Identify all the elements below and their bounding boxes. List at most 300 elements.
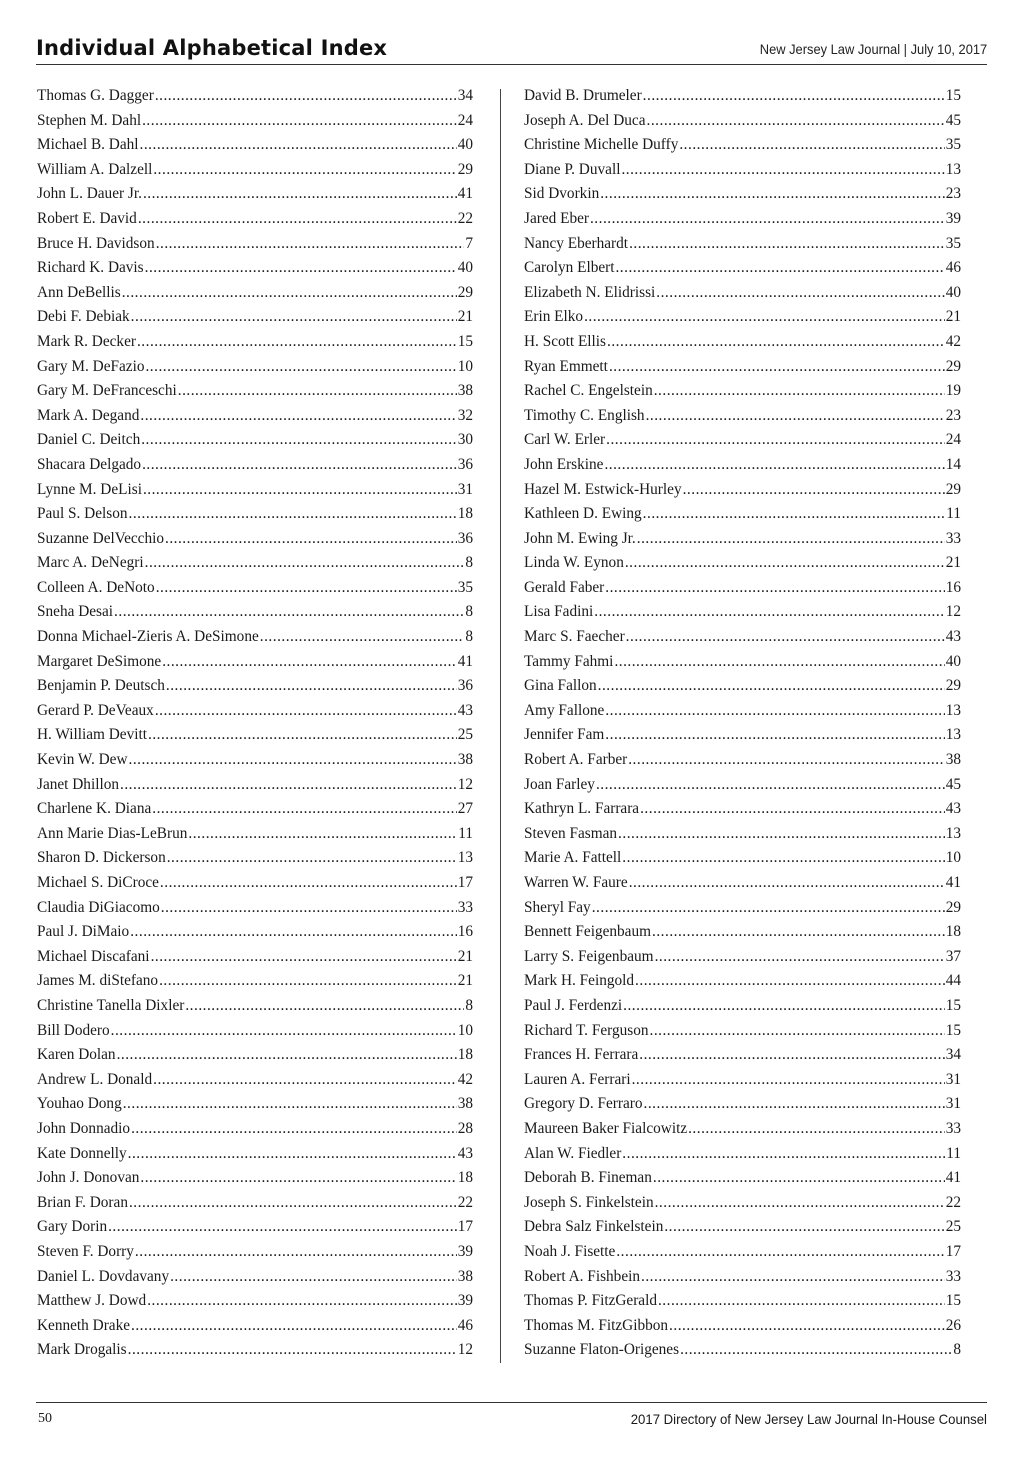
index-entry: [37, 1268, 473, 1293]
entry-page: 40: [945, 283, 961, 301]
entry-name: Paul J. Ferdenzi: [524, 996, 623, 1014]
entry-page: 24: [457, 111, 473, 129]
entry-name: Deborah B. Fineman: [524, 1169, 652, 1187]
dot-leader: [626, 628, 945, 646]
entry-name: Sneha Desai: [37, 603, 114, 621]
index-entry: [37, 923, 473, 948]
dot-leader: [129, 505, 457, 523]
index-entry: [524, 161, 961, 186]
entry-name: Ann DeBellis: [37, 283, 121, 301]
entry-page: 30: [457, 431, 473, 449]
index-entry: [37, 997, 473, 1022]
dot-leader: [165, 530, 457, 548]
entry-name: Gerard P. DeVeaux: [37, 701, 154, 719]
dot-leader: [628, 751, 944, 769]
dot-leader: [656, 284, 944, 302]
page-number: 50: [38, 1411, 52, 1426]
dot-leader: [629, 874, 945, 892]
entry-page: 29: [945, 898, 961, 916]
dot-leader: [108, 1218, 457, 1236]
entry-page: 44: [945, 972, 961, 990]
dot-leader: [128, 1145, 457, 1163]
dot-leader: [147, 1292, 457, 1310]
page-title: Individual Alphabetical Index: [36, 36, 388, 60]
entry-page: 10: [945, 849, 961, 867]
dot-leader: [170, 1268, 457, 1286]
index-entry: [524, 849, 961, 874]
index-entry: [524, 702, 961, 727]
dot-leader: [646, 407, 945, 425]
entry-name: Mark Drogalis: [37, 1341, 127, 1359]
dot-leader: [622, 1145, 945, 1163]
entry-page: 18: [457, 505, 473, 523]
entry-name: Maureen Baker Fialcowitz: [524, 1119, 688, 1137]
dot-leader: [166, 677, 457, 695]
entry-page: 23: [945, 185, 961, 203]
entry-name: Brian F. Doran: [37, 1193, 128, 1211]
entry-name: William A. Dalzell: [37, 160, 153, 178]
index-entry: [524, 112, 961, 137]
index-entry: [37, 407, 473, 432]
index-entry: [524, 972, 961, 997]
index-entry: [524, 1317, 961, 1342]
dot-leader: [614, 653, 944, 671]
entry-name: Amy Fallone: [524, 701, 605, 719]
entry-name: Lynne M. DeLisi: [37, 480, 142, 498]
entry-page: 17: [457, 874, 473, 891]
entry-page: 15: [945, 1292, 961, 1310]
entry-page: 10: [457, 1021, 473, 1039]
dot-leader: [130, 923, 456, 941]
index-entry: [37, 530, 473, 555]
index-entry: [524, 677, 961, 702]
entry-page: 21: [457, 947, 473, 965]
entry-name: Richard T. Ferguson: [524, 1021, 649, 1039]
entry-name: Janet Dhillon: [37, 775, 119, 793]
dot-leader: [135, 1243, 457, 1261]
entry-page: 35: [945, 234, 961, 252]
entry-name: Robert A. Fishbein: [524, 1267, 641, 1285]
entry-page: 33: [457, 898, 473, 916]
entry-name: Elizabeth N. Elidrissi: [524, 283, 656, 301]
index-entry: [524, 751, 961, 776]
dot-leader: [260, 628, 465, 646]
index-entry: [524, 456, 961, 481]
entry-page: 31: [945, 1095, 961, 1113]
entry-page: 15: [457, 332, 473, 350]
entry-page: 22: [945, 1193, 961, 1211]
index-entry: [524, 308, 961, 333]
entry-name: Suzanne Flaton-Origenes: [524, 1341, 680, 1359]
dot-leader: [669, 1317, 945, 1335]
dot-leader: [609, 358, 945, 376]
dot-leader: [637, 530, 945, 548]
entry-page: 29: [945, 480, 961, 498]
entry-page: 11: [946, 505, 961, 523]
index-entry: [524, 87, 961, 112]
entry-name: Carl W. Erler: [524, 431, 606, 449]
dot-leader: [664, 1218, 944, 1236]
entry-name: Marc S. Faecher: [524, 628, 625, 646]
dot-leader: [148, 726, 457, 744]
index-entry: [37, 431, 473, 456]
entry-name: Margaret DeSimone: [37, 652, 162, 670]
index-entry: [37, 825, 473, 850]
dot-leader: [632, 1071, 945, 1089]
entry-page: 45: [945, 111, 961, 129]
entry-name: Joseph S. Finkelstein: [524, 1193, 654, 1211]
entry-page: 18: [457, 1046, 473, 1064]
index-entry: [37, 505, 473, 530]
entry-name: Youhao Dong: [37, 1095, 122, 1113]
index-entry: [37, 1145, 473, 1170]
index-entry: [524, 481, 961, 506]
entry-page: 22: [457, 1193, 473, 1211]
entry-page: 12: [457, 1341, 473, 1359]
dot-leader: [643, 87, 945, 105]
entry-name: Michael S. DiCroce: [37, 874, 159, 891]
entry-name: Nancy Eberhardt: [524, 234, 629, 252]
index-entry: [37, 874, 473, 899]
index-entry: [524, 1341, 961, 1366]
index-entry: [524, 1046, 961, 1071]
entry-page: 29: [945, 357, 961, 375]
dot-leader: [145, 358, 456, 376]
index-entry: [524, 1268, 961, 1293]
index-entry: [524, 431, 961, 456]
entry-name: Lisa Fadini: [524, 603, 594, 621]
index-entry: [524, 1292, 961, 1317]
entry-name: Kathryn L. Farrara: [524, 800, 640, 818]
dot-leader: [604, 456, 944, 474]
entry-name: John Erskine: [524, 455, 604, 473]
publication-info: New Jersey Law Journal | July 10, 2017: [759, 41, 987, 57]
entry-page: 8: [465, 554, 473, 572]
index-entry: [37, 751, 473, 776]
entry-page: 15: [945, 996, 961, 1014]
entry-name: Gary M. DeFranceschi: [37, 382, 177, 400]
index-entry: [37, 284, 473, 309]
dot-leader: [131, 1120, 457, 1138]
entry-name: Christine Tanella Dixler: [37, 996, 185, 1014]
entry-name: Debi F. Debiak: [37, 308, 130, 326]
index-entry: [524, 997, 961, 1022]
entry-name: James M. diStefano: [37, 972, 159, 990]
dot-leader: [153, 161, 456, 179]
index-entry: [524, 505, 961, 530]
page-header: [36, 30, 987, 65]
dot-leader: [652, 923, 945, 941]
entry-name: Donna Michael-Zieris A. DeSimone: [37, 628, 259, 646]
dot-leader: [160, 874, 457, 892]
entry-page: 25: [945, 1218, 961, 1236]
entry-name: David B. Drumeler: [524, 87, 642, 104]
entry-name: Gregory D. Ferraro: [524, 1095, 643, 1113]
index-entry: [524, 825, 961, 850]
entry-name: Richard K. Davis: [37, 259, 144, 277]
entry-page: 27: [457, 800, 473, 818]
entry-name: Kenneth Drake: [37, 1316, 131, 1334]
footer-rule: [36, 1402, 987, 1403]
dot-leader: [594, 603, 944, 621]
dot-leader: [600, 185, 944, 203]
index-entry: [37, 800, 473, 825]
index-entry: [37, 1022, 473, 1047]
entry-name: Bennett Feigenbaum: [524, 923, 652, 941]
column-divider: [500, 89, 501, 1363]
index-entry: [524, 948, 961, 973]
entry-page: 13: [457, 849, 473, 867]
index-entry: [37, 210, 473, 235]
entry-page: 21: [457, 308, 473, 326]
entry-name: Thomas P. FitzGerald: [524, 1292, 657, 1310]
entry-page: 19: [945, 382, 961, 400]
entry-name: Colleen A. DeNoto: [37, 578, 155, 596]
dot-leader: [655, 948, 945, 966]
index-column-right: [524, 87, 961, 1366]
dot-leader: [621, 161, 944, 179]
entry-name: H. William Devitt: [37, 726, 147, 744]
entry-name: John J. Donovan: [37, 1169, 140, 1187]
index-entry: [37, 1341, 473, 1366]
directory-title: 2017 Directory of New Jersey Law Journal In-House Counsel: [630, 1411, 987, 1427]
dot-leader: [606, 431, 945, 449]
index-entry: [37, 972, 473, 997]
entry-name: Bill Dodero: [37, 1021, 110, 1039]
dot-leader: [142, 456, 457, 474]
entry-name: Gerald Faber: [524, 578, 605, 596]
index-entry: [37, 653, 473, 678]
dot-leader: [629, 235, 945, 253]
entry-name: Larry S. Feigenbaum: [524, 947, 654, 965]
dot-leader: [143, 481, 457, 499]
index-entry: [37, 1218, 473, 1243]
entry-page: 26: [945, 1316, 961, 1334]
entry-page: 45: [945, 775, 961, 793]
dot-leader: [114, 603, 464, 621]
index-entry: [37, 87, 473, 112]
entry-name: Michael Discafani: [37, 947, 150, 965]
dot-leader: [622, 849, 944, 867]
dot-leader: [616, 1243, 944, 1261]
index-entry: [37, 1071, 473, 1096]
index-entry: [37, 776, 473, 801]
index-entry: [524, 653, 961, 678]
entry-name: Karen Dolan: [37, 1046, 116, 1064]
entry-name: Sharon D. Dickerson: [37, 849, 166, 867]
entry-page: 28: [457, 1119, 473, 1137]
index-entry: [37, 899, 473, 924]
entry-page: 41: [457, 185, 473, 203]
dot-leader: [137, 333, 457, 351]
index-entry: [37, 333, 473, 358]
entry-name: Paul S. Delson: [37, 505, 128, 523]
entry-page: 31: [945, 1070, 961, 1088]
entry-page: 11: [458, 824, 473, 842]
dot-leader: [138, 210, 457, 228]
entry-page: 41: [457, 652, 473, 670]
entry-page: 41: [945, 874, 961, 891]
index-entry: [37, 1243, 473, 1268]
dot-leader: [131, 308, 457, 326]
entry-page: 38: [457, 1267, 473, 1285]
dot-leader: [653, 1169, 945, 1187]
entry-name: Mark H. Feingold: [524, 972, 635, 990]
index-entry: [37, 112, 473, 137]
entry-page: 29: [457, 283, 473, 301]
index-entry: [37, 308, 473, 333]
entry-page: 15: [945, 1021, 961, 1039]
index-entry: [524, 726, 961, 751]
index-entry: [37, 677, 473, 702]
entry-name: Joseph A. Del Duca: [524, 111, 646, 129]
entry-name: Thomas G. Dagger: [37, 87, 154, 104]
index-entry: [524, 235, 961, 260]
dot-leader: [185, 997, 464, 1015]
index-entry: [524, 333, 961, 358]
entry-name: Rachel C. Engelstein: [524, 382, 653, 400]
index-entry: [524, 1145, 961, 1170]
dot-leader: [584, 308, 945, 326]
dot-leader: [155, 87, 457, 105]
index-entry: [37, 382, 473, 407]
dot-leader: [142, 112, 457, 130]
dot-leader: [640, 800, 945, 818]
entry-page: 40: [945, 652, 961, 670]
entry-page: 13: [945, 726, 961, 744]
entry-name: Robert A. Farber: [524, 751, 628, 769]
index-entry: [524, 136, 961, 161]
entry-name: Joan Farley: [524, 775, 595, 793]
dot-leader: [161, 899, 457, 917]
entry-name: Andrew L. Donald: [37, 1070, 153, 1088]
dot-leader: [635, 972, 945, 990]
entry-name: Linda W. Eynon: [524, 554, 624, 572]
index-entry: [524, 899, 961, 924]
dot-leader: [643, 505, 946, 523]
dot-leader: [605, 702, 944, 720]
dot-leader: [605, 579, 944, 597]
entry-page: 29: [945, 677, 961, 695]
entry-page: 40: [457, 259, 473, 277]
dot-leader: [143, 185, 457, 203]
entry-name: Marc A. DeNegri: [37, 554, 144, 572]
index-entry: [37, 628, 473, 653]
entry-page: 12: [457, 775, 473, 793]
index-entry: [37, 1169, 473, 1194]
entry-name: Mark R. Decker: [37, 332, 136, 350]
dot-leader: [596, 776, 945, 794]
entry-page: 40: [457, 136, 473, 154]
dot-leader: [140, 136, 457, 154]
index-entry: [524, 800, 961, 825]
entry-name: Jennifer Fam: [524, 726, 605, 744]
dot-leader: [131, 1317, 457, 1335]
entry-page: 43: [945, 800, 961, 818]
dot-leader: [188, 825, 457, 843]
dot-leader: [151, 948, 457, 966]
dot-leader: [117, 1046, 457, 1064]
index-entry: [524, 1169, 961, 1194]
entry-name: Sheryl Fay: [524, 898, 591, 916]
entry-page: 15: [945, 87, 961, 104]
entry-page: 41: [945, 1169, 961, 1187]
entry-page: 33: [945, 1119, 961, 1137]
dot-leader: [159, 972, 457, 990]
entry-name: Mark A. Degand: [37, 406, 140, 424]
entry-name: Warren W. Faure: [524, 874, 628, 891]
dot-leader: [152, 800, 456, 818]
entry-name: Daniel L. Dovdavany: [37, 1267, 170, 1285]
entry-name: Timothy C. English: [524, 406, 645, 424]
entry-page: 16: [945, 578, 961, 596]
entry-name: Daniel C. Deitch: [37, 431, 141, 449]
index-entry: [524, 1095, 961, 1120]
index-entry: [524, 874, 961, 899]
index-entry: [37, 185, 473, 210]
entry-name: Steven F. Dorry: [37, 1242, 134, 1260]
dot-leader: [641, 1268, 945, 1286]
entry-name: Sid Dvorkin: [524, 185, 600, 203]
entry-name: Hazel M. Estwick-Hurley: [524, 480, 682, 498]
entry-name: Suzanne DelVecchio: [37, 529, 164, 547]
dot-leader: [658, 1292, 945, 1310]
entry-name: Ann Marie Dias-LeBrun: [37, 824, 188, 842]
entry-name: Christine Michelle Duffy: [524, 136, 679, 154]
index-entry: [37, 161, 473, 186]
entry-page: 18: [945, 923, 961, 941]
entry-name: Matthew J. Dowd: [37, 1292, 147, 1310]
index-entry: [524, 407, 961, 432]
entry-page: 46: [457, 1316, 473, 1334]
dot-leader: [679, 136, 944, 154]
entry-page: 36: [457, 455, 473, 473]
entry-name: Jared Eber: [524, 209, 589, 227]
index-entry: [37, 456, 473, 481]
entry-name: Gary M. DeFazio: [37, 357, 145, 375]
entry-page: 7: [465, 234, 473, 252]
entry-page: 36: [457, 677, 473, 695]
dot-leader: [123, 1095, 457, 1113]
entry-page: 22: [457, 209, 473, 227]
dot-leader: [153, 1071, 457, 1089]
entry-name: Marie A. Fattell: [524, 849, 622, 867]
entry-name: Kathleen D. Ewing: [524, 505, 642, 523]
entry-name: Thomas M. FitzGibbon: [524, 1316, 669, 1334]
entry-name: Frances H. Ferrara: [524, 1046, 639, 1064]
dot-leader: [644, 1095, 945, 1113]
entry-page: 17: [945, 1242, 961, 1260]
entry-name: Steven Fasman: [524, 824, 618, 842]
entry-page: 21: [457, 972, 473, 990]
index-entry: [37, 1194, 473, 1219]
entry-page: 39: [945, 209, 961, 227]
entry-page: 35: [945, 136, 961, 154]
index-entry: [524, 1120, 961, 1145]
entry-name: Charlene K. Diana: [37, 800, 152, 818]
entry-page: 34: [945, 1046, 961, 1064]
dot-leader: [688, 1120, 945, 1138]
entry-name: Bruce H. Davidson: [37, 234, 155, 252]
dot-leader: [122, 284, 457, 302]
entry-name: Alan W. Fiedler: [524, 1144, 622, 1162]
entry-page: 16: [457, 923, 473, 941]
dot-leader: [156, 579, 457, 597]
index-entry: [37, 1292, 473, 1317]
index-entry: [524, 603, 961, 628]
entry-name: Robert E. David: [37, 209, 137, 227]
index-entry: [524, 1022, 961, 1047]
